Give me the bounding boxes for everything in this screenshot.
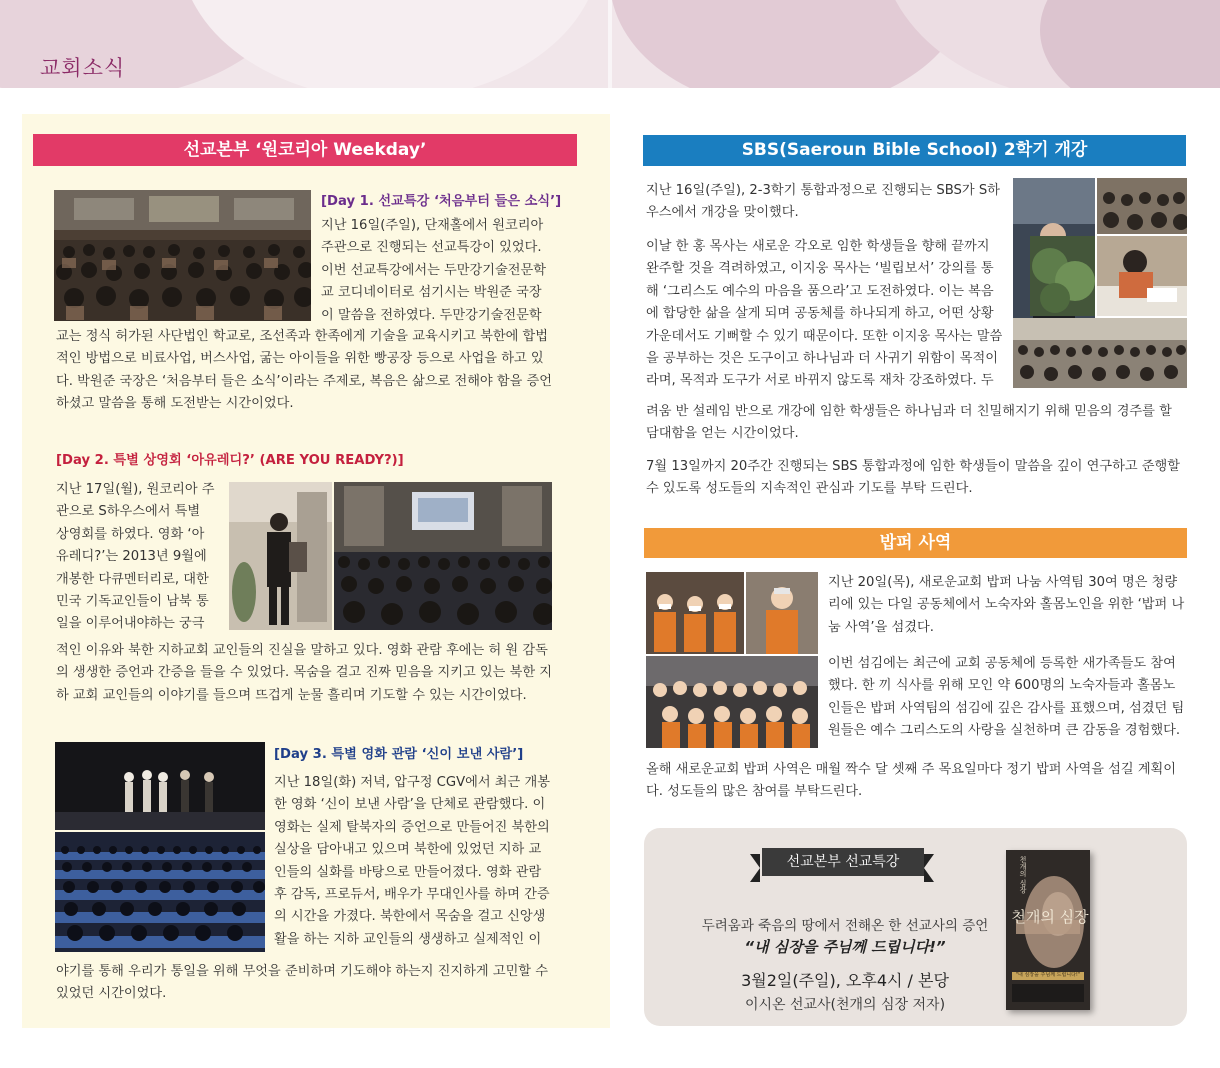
text-line: 한 영화 ‘신이 보낸 사람’을 단체로 관람했다. 이 <box>274 797 546 813</box>
day3-photo-theater <box>55 832 265 952</box>
bob-photo-volunteers-2 <box>746 572 818 654</box>
text-line: 주관으로 진행되는 선교특강이 있었다. <box>321 240 542 256</box>
day3-photo-stage <box>55 742 265 830</box>
text-line: 려움 반 설레임 반으로 개강에 임한 학생들은 하나님과 더 친밀해지기 위해 믿음의 경주를 할 <box>646 404 1172 419</box>
promo-ribbon: 선교본부 선교특강 <box>762 848 924 876</box>
day3-text-beside <box>274 772 566 951</box>
text-line: 적인 방법으로 비료사업, 버스사업, 굶는 아이들을 위한 빵공장 등으로 사업을 하고 있 <box>56 351 544 367</box>
text-line: 해 ‘그리스도 예수의 마음을 품으라’고 도전하였다. 이는 복음 <box>646 283 994 299</box>
day1-headline: [Day 1. 선교특강 ‘처음부터 들은 소식’] <box>321 194 562 209</box>
text-line: 상영회를 하였다. 영화 ‘아 <box>56 526 205 542</box>
text-line: 우스에서 개강을 맞이했다. <box>646 205 799 221</box>
text-line: 있었던 시간이었다. <box>56 986 167 1002</box>
sbs-para2-beside <box>646 236 1011 393</box>
sbs-para2-full <box>646 401 1191 446</box>
text-line: 의 생생한 증언과 간증을 들을 수 있었다. 목숨을 걸고 진짜 믿음을 지키고 있는 북한 지 <box>56 665 553 681</box>
ribbon-tail-left <box>750 854 760 882</box>
promo-quote: “내 심장을 주님께 드립니다!” <box>744 938 946 956</box>
text-line: 다. 박원준 국장은 ‘처음부터 들은 소식’이라는 주제로, 복음은 삶으로 전해야 함을 증언 <box>56 373 553 389</box>
day2-headline: [Day 2. 특별 상영회 ‘아유레디?’ (ARE YOU READY?)] <box>56 453 404 468</box>
sbs-para3 <box>646 456 1191 501</box>
sbs-para1 <box>646 180 1011 225</box>
text-line: 지난 16일(주일), 단재홀에서 원코리아 <box>321 218 544 233</box>
sbs-photo-classroom <box>1013 318 1187 388</box>
text-line: 완주할 것을 격려하였고, 이지웅 목사는 ‘빌립보서’ 강의를 통 <box>646 261 994 277</box>
text-line: 유레디?’는 2013년 9월에 <box>56 549 207 565</box>
bob-photo-team <box>646 656 818 748</box>
text-line: 민국 기독교인들이 남북 통 <box>56 594 209 610</box>
promo-speaker: 이시온 선교사(천개의 심장 저자) <box>744 997 946 1013</box>
bob-title-bar: 밥퍼 사역 <box>644 528 1187 558</box>
text-line: 활을 하는 지하 교인들의 생생하고 실제적인 이 <box>274 931 542 947</box>
day1-text-full <box>56 326 566 416</box>
text-line: 지난 17일(월), 원코리아 주 <box>56 482 215 497</box>
text-line: 눔 사역’을 섬겼다. <box>828 619 934 635</box>
text-line: 지난 20일(목), 새로운교회 밥퍼 나눔 사역팀 30여 명은 청량 <box>828 575 1178 590</box>
text-line: 지난 18일(화) 저녁, 압구정 CGV에서 최근 개봉 <box>274 775 550 790</box>
section-tag: 교회소식 <box>40 56 126 80</box>
text-line: 관으로 S하우스에서 특별 <box>56 504 201 520</box>
day1-text-beside <box>321 215 561 327</box>
bob-para3 <box>646 759 1191 804</box>
sbs-title-bar: SBS(Saeroun Bible School) 2학기 개강 <box>643 135 1186 166</box>
book-title: 천개의 심장 <box>1011 908 1089 926</box>
text-line: 후 감독, 프로듀서, 배우가 무대인사를 하며 간증 <box>274 887 550 903</box>
text-line: 담대함을 얻는 시간이었다. <box>646 426 799 442</box>
day1-photo <box>54 190 311 321</box>
text-line: 하 교회 교인들의 이야기를 들으며 뜨겁게 눈물 흘리며 기도할 수 있는 시간이었다. <box>56 687 527 703</box>
day2-text-beside <box>56 479 226 636</box>
promo-schedule: 3월2일(주일), 오후4시 / 본당 <box>741 971 949 990</box>
text-line: 영화는 실제 탈북자의 증언으로 만들어진 북한의 <box>274 819 550 835</box>
text-line: 이번 선교특강에서는 두만강기술전문학 <box>321 262 546 278</box>
day2-photo-audience <box>334 482 552 630</box>
text-line: 교 코디네이터로 섬기시는 박원준 국장 <box>321 285 542 301</box>
text-line: 실상을 담아내고 있으며 북한에 있었던 지하 교 <box>274 842 542 858</box>
text-line: 라며, 목적과 도구가 서로 바뀌지 않도록 재차 강조하였다. 두 <box>646 373 994 389</box>
sbs-photo-audience <box>1097 178 1187 234</box>
text-line: 일을 이루어내야하는 궁극 <box>56 616 205 632</box>
text-line: 이날 한 홍 목사는 새로운 각오로 임한 학생들을 향해 끝까지 <box>646 239 990 254</box>
text-line: 을 공부하는 것은 도구이고 하나님과 더 사귀기 위함이 목적이 <box>646 351 999 367</box>
text-line: 인들은 밥퍼 사역팀의 섬김에 깊은 감사를 표했으며, 섬겼던 팀 <box>828 700 1185 716</box>
text-line: 에 합당한 삶을 살게 되며 공동체를 하나되게 하고, 어떤 상황 <box>646 306 994 322</box>
text-line: 가운데서도 기뻐할 수 있기 때문이다. 또한 이지웅 목사는 말씀 <box>646 328 1003 344</box>
promo-subtitle: 두려움과 죽음의 땅에서 전해온 한 선교사의 증언 <box>701 918 989 934</box>
sbs-photo-plants <box>1030 236 1095 316</box>
bob-photo-volunteers-1 <box>646 572 744 654</box>
book-spine-title: 천개의 심장 <box>1019 856 1027 894</box>
day2-text-full <box>56 640 566 707</box>
text-line: 의 시간을 가졌다. 북한에서 목숨을 걸고 신앙생 <box>274 909 546 925</box>
day2-photo-speaker <box>229 482 332 630</box>
day3-text-full <box>56 961 566 1006</box>
text-line: 수 있도록 성도들의 지속적인 관심과 기도를 부탁 드린다. <box>646 481 973 497</box>
text-line: 이 말씀을 전하였다. 두만강기술전문학 <box>321 307 542 323</box>
ribbon-tail-right <box>924 854 934 882</box>
text-line: 야기를 통해 우리가 통일을 위해 무엇을 준비하며 기도해야 하는지 진지하게 고민할 수 <box>56 964 548 979</box>
left-title-bar: 선교본부 ‘원코리아 Weekday’ <box>33 134 577 166</box>
book-banner: "내 심장을 주님께 드립니다!" <box>1015 972 1081 978</box>
text-line: 인들의 실화를 바탕으로 만들어졌다. 영화 관람 <box>274 864 542 880</box>
day3-headline: [Day 3. 특별 영화 관람 ‘신이 보낸 사람’] <box>274 747 524 762</box>
text-line: 다. 성도들의 많은 참여를 부탁드린다. <box>646 784 863 800</box>
text-line: 올해 새로운교회 밥퍼 사역은 매월 짝수 달 셋째 주 목요일마다 정기 밥퍼 사역을 섬길 계획이 <box>646 762 1177 777</box>
text-line: 교는 정식 허가된 사단법인 학교로, 조선족과 한족에게 기술을 교육시키고 북한에 합법 <box>56 329 548 344</box>
text-line: 원들은 예수 그리스도의 사랑을 실천하며 큰 감동을 경험했다. <box>828 723 1181 739</box>
sbs-photo-student <box>1097 236 1187 316</box>
bob-para1 <box>828 572 1190 639</box>
bob-para2 <box>828 653 1190 743</box>
text-line: 7월 13일까지 20주간 진행되는 SBS 통합과정에 임한 학생들이 말씀을 깊이 연구하고 준행할 <box>646 459 1181 474</box>
text-line: 하셨고 말씀을 통해 도전받는 시간이었다. <box>56 396 294 412</box>
header-decoration <box>0 0 1220 88</box>
text-line: 했다. 한 끼 식사를 위해 모인 약 600명의 노숙자들과 홀몸노 <box>828 678 1176 694</box>
text-line: 리에 있는 다일 공동체에서 노숙자와 홀몸노인을 위한 ‘밥퍼 나 <box>828 597 1185 613</box>
text-line: 지난 16일(주일), 2-3학기 통합과정으로 진행되는 SBS가 S하 <box>646 183 1000 198</box>
text-line: 이번 섬김에는 최근에 교회 공동체에 등록한 새가족들도 참여 <box>828 656 1176 671</box>
text-line: 개봉한 다큐멘터리로, 대한 <box>56 571 209 587</box>
text-line: 적인 이유와 북한 지하교회 교인들의 진실을 말하고 있다. 영화 관람 후에는 허 원 감독 <box>56 643 548 658</box>
